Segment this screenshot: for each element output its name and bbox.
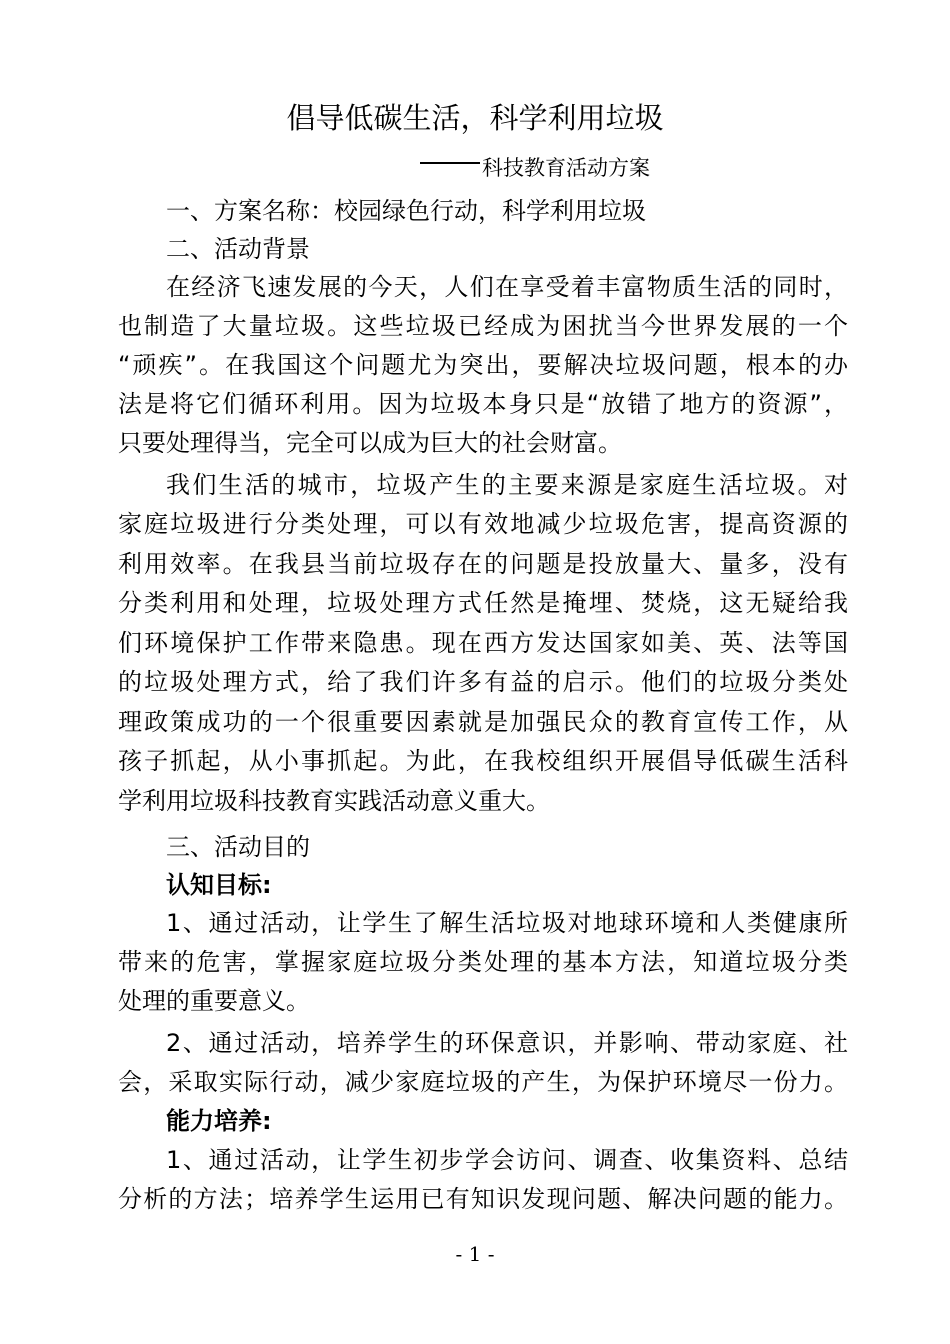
paragraph-line: 会，采取实际行动，减少家庭垃圾的产生，为保护环境尽一份力。	[118, 1068, 848, 1096]
paragraph-line: 的垃圾处理方式，给了我们许多有益的启示。他们的垃圾分类处	[118, 668, 848, 696]
paragraph-line: “顽疾”。在我国这个问题尤为突出，要解决垃圾问题，根本的办	[118, 351, 848, 379]
subheading: 能力培养:	[166, 1107, 272, 1135]
paragraph-line: 在经济飞速发展的今天，人们在享受着丰富物质生活的同时，	[166, 273, 848, 301]
paragraph-line: 只要处理得当，完全可以成为巨大的社会财富。	[118, 429, 622, 457]
subtitle-dash	[420, 162, 480, 164]
section-heading: 一、方案名称：校园绿色行动，科学利用垃圾	[166, 197, 646, 225]
paragraph-line: 利用效率。在我县当前垃圾存在的问题是投放量大、量多，没有	[118, 550, 848, 578]
section-heading: 三、活动目的	[166, 833, 310, 861]
paragraph-line: 分析的方法；培养学生运用已有知识发现问题、解决问题的能力。	[118, 1185, 848, 1213]
paragraph-line: 2、通过活动，培养学生的环保意识，并影响、带动家庭、社	[166, 1029, 848, 1057]
subheading: 认知目标:	[166, 871, 272, 899]
paragraph-line: 孩子抓起，从小事抓起。为此，在我校组织开展倡导低碳生活科	[118, 747, 848, 775]
subtitle-text: 科技教育活动方案	[482, 156, 650, 180]
paragraph-line: 理政策成功的一个很重要因素就是加强民众的教育宣传工作，从	[118, 708, 848, 736]
paragraph-line: 1、通过活动，让学生了解生活垃圾对地球环境和人类健康所	[166, 909, 848, 937]
section-heading: 二、活动背景	[166, 235, 310, 263]
paragraph-line: 学利用垃圾科技教育实践活动意义重大。	[118, 787, 550, 815]
paragraph-line: 我们生活的城市，垃圾产生的主要来源是家庭生活垃圾。对	[166, 471, 848, 499]
paragraph-line: 1、通过活动，让学生初步学会访问、调查、收集资料、总结	[166, 1146, 848, 1174]
document-title: 倡导低碳生活，科学利用垃圾	[286, 101, 664, 135]
paragraph-line: 分类利用和处理，垃圾处理方式任然是掩埋、焚烧，这无疑给我	[118, 589, 848, 617]
paragraph-line: 家庭垃圾进行分类处理，可以有效地减少垃圾危害，提高资源的	[118, 510, 848, 538]
paragraph-line: 也制造了大量垃圾。这些垃圾已经成为困扰当今世界发展的一个	[118, 312, 848, 340]
document-subtitle	[420, 153, 650, 183]
paragraph-line: 带来的危害，掌握家庭垃圾分类处理的基本方法，知道垃圾分类	[118, 948, 848, 976]
paragraph-line: 处理的重要意义。	[118, 987, 310, 1015]
paragraph-line: 们环境保护工作带来隐患。现在西方发达国家如美、英、法等国	[118, 629, 848, 657]
paragraph-line: 法是将它们循环利用。因为垃圾本身只是“放错了地方的资源”，	[118, 390, 848, 418]
page-number: - 1 -	[455, 1242, 495, 1266]
